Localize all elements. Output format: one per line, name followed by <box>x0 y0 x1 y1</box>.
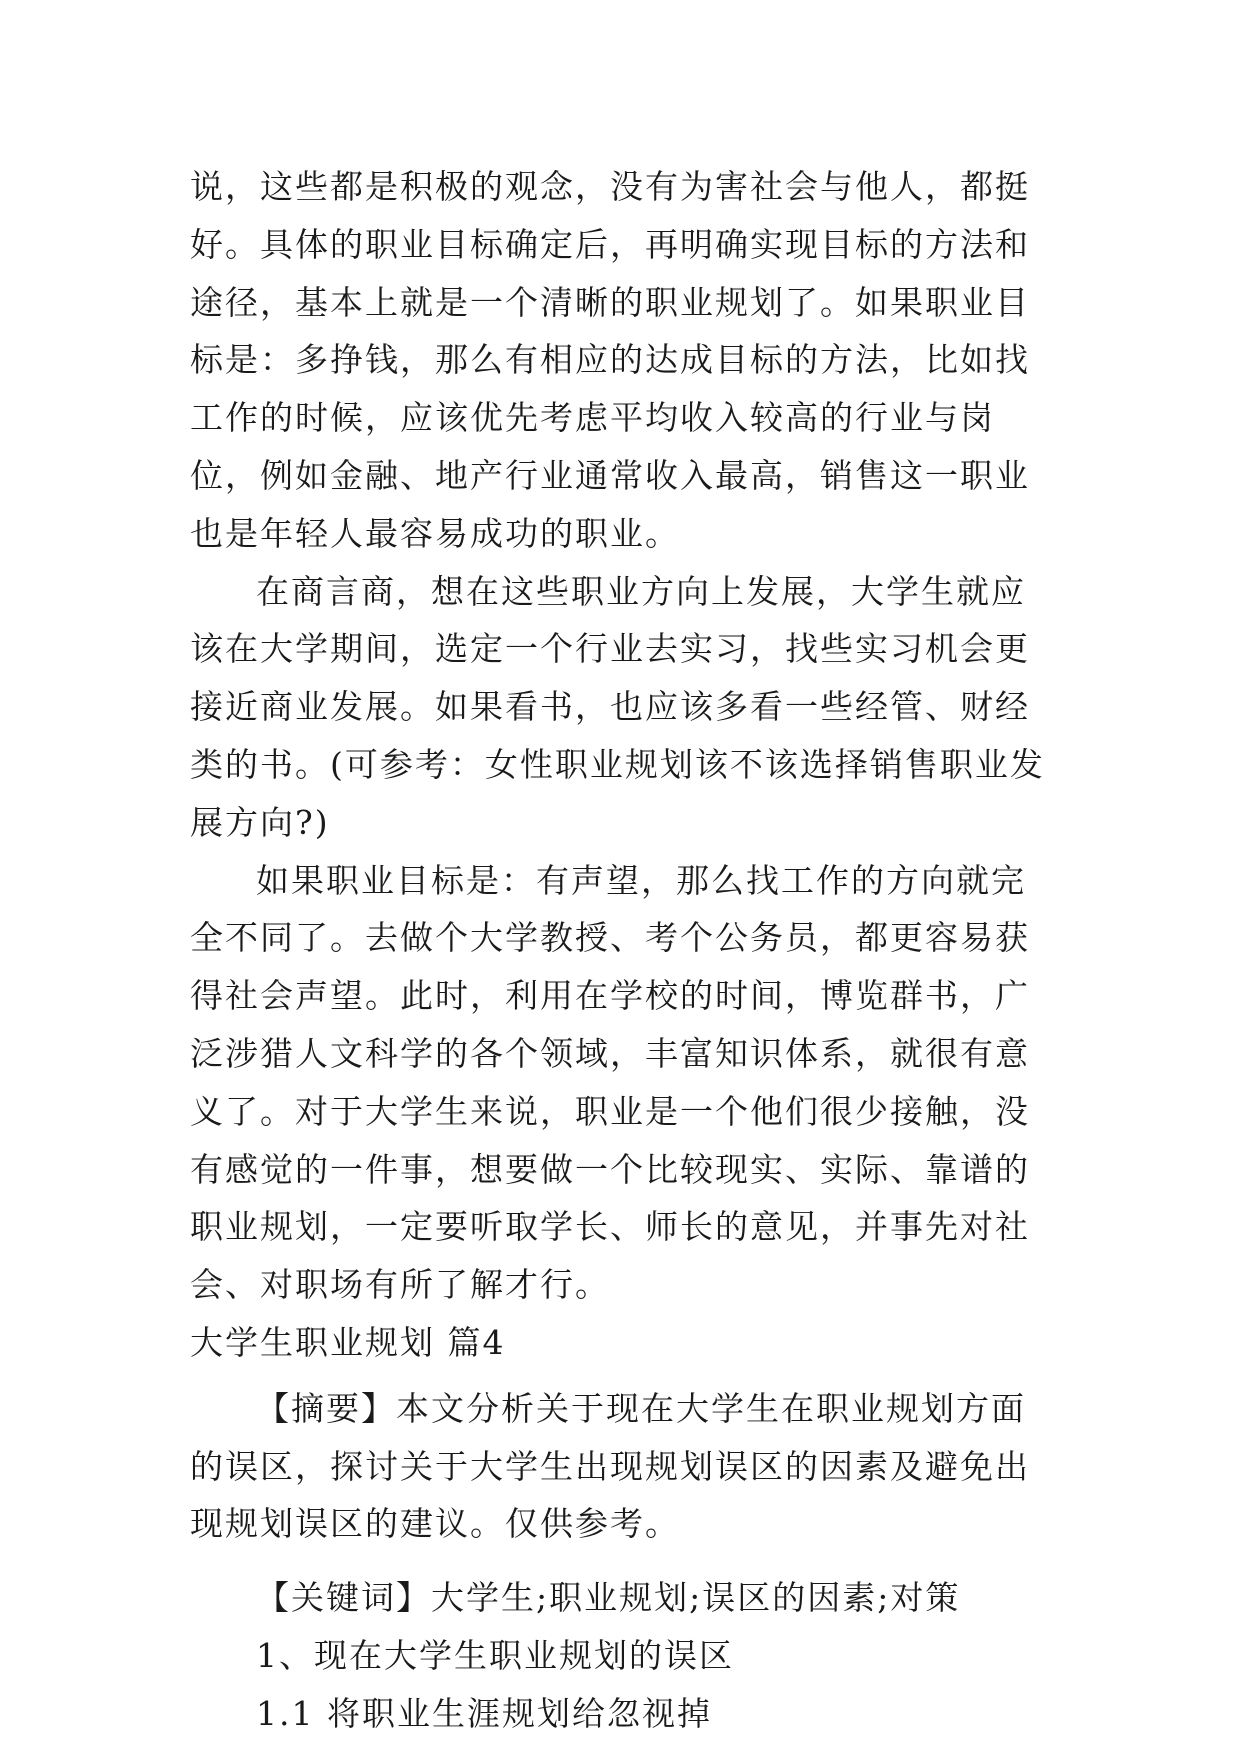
subheading-1: 1、现在大学生职业规划的误区 <box>256 1635 734 1675</box>
paragraph-business: 在商言商，想在这些职业方向上发展，大学生就应该在大学期间，选定一个行业去实习，找些实习机会更接近商业发展。如果看书，也应该多看一些经管、财经类的书。(可参考：女性职业规划该不该选择销售职业发展方向?) <box>190 571 1045 842</box>
paragraph-continued: 说，这些都是积极的观念，没有为害社会与他人，都挺好。具体的职业目标确定后，再明确实现目标的方法和途径，基本上就是一个清晰的职业规划了。如果职业目标是：多挣钱，那么有相应的达成目标的方法，比如找工作的时候，应该优先考虑平均收入较高的行业与岗位，例如金融、地产行业通常收入最高，销售这一职业也是年轻人最容易成功的职业。 <box>190 167 1030 553</box>
keywords-paragraph: 【关键词】大学生;职业规划;误区的因素;对策 <box>256 1578 961 1618</box>
section-heading: 大学生职业规划 篇4 <box>190 1322 506 1362</box>
paragraph-reputation: 如果职业目标是：有声望，那么找工作的方向就完全不同了。去做个大学教授、考个公务员，都更容易获得社会声望。此时，利用在学校的时间，博览群书，广泛涉猎人文科学的各个领域，丰富知识体系，就很有意义了。对于大学生来说，职业是一个他们很少接触，没有感觉的一件事，想要做一个比较现实、实际、靠谱的职业规划，一定要听取学长、师长的意见，并事先对社会、对职场有所了解才行。 <box>190 860 1030 1305</box>
subheading-1-1: 1.1 将职业生涯规划给忽视掉 <box>256 1693 712 1733</box>
document-body <box>190 158 1060 1743</box>
abstract-paragraph: 【摘要】本文分析关于现在大学生在职业规划方面的误区，探讨关于大学生出现规划误区的因素及避免出现规划误区的建议。仅供参考。 <box>190 1388 1030 1544</box>
